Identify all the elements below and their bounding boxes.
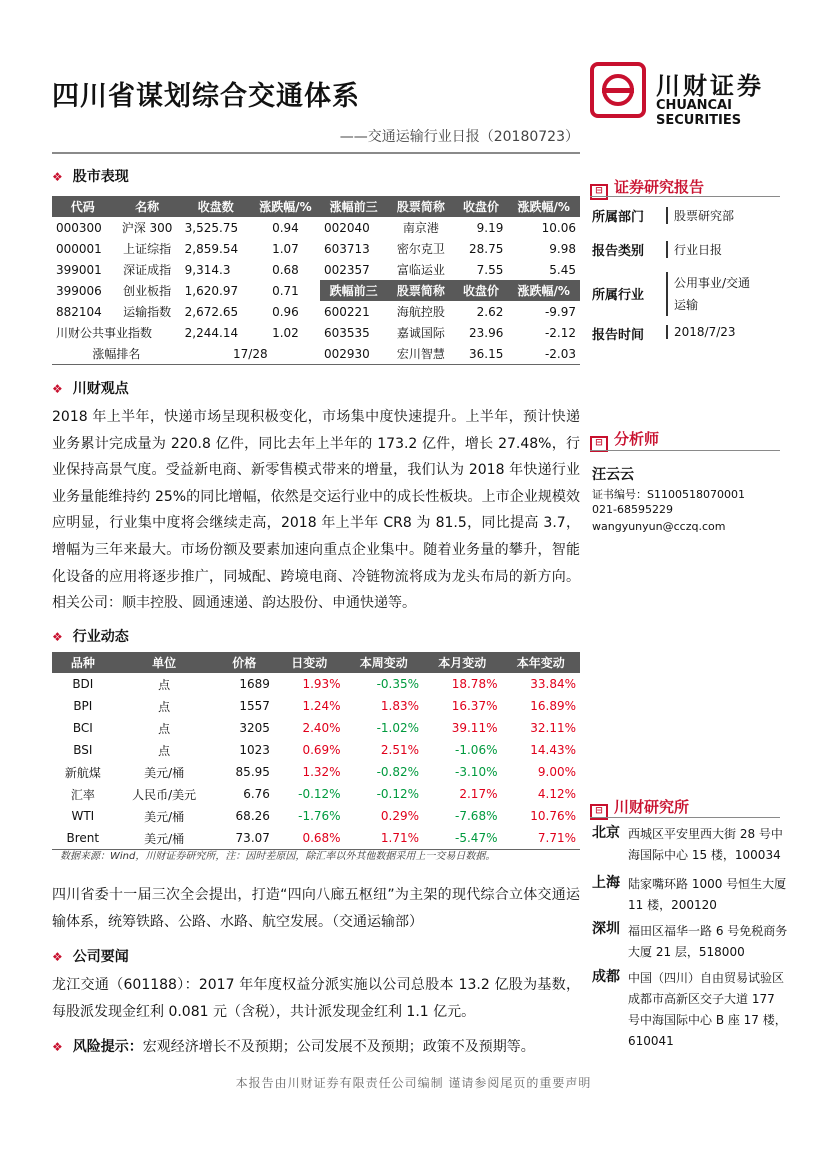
table-cell: -3.10%	[455, 765, 498, 779]
table-cell: 9,314.3	[184, 262, 231, 277]
table-row	[320, 217, 580, 238]
table-header-cell: 涨跌幅/%	[259, 200, 312, 214]
table-cell: 16.89%	[530, 699, 576, 713]
table-cell: 882104	[56, 304, 102, 319]
table-cell: 1.71%	[380, 831, 420, 845]
section-market: ❖ 股市表现	[52, 169, 129, 185]
table-cell: 点	[158, 677, 171, 692]
table-header-cell: 本周变动	[359, 656, 408, 670]
table-cell: 上证综指	[123, 242, 172, 256]
diamond-icon: ❖	[52, 382, 63, 396]
table-cell: 3205	[239, 721, 270, 735]
sidebar-divider	[590, 196, 780, 197]
table-cell: 1.02	[272, 325, 299, 340]
meta-key: 报告时间	[592, 328, 645, 343]
meta-key: 所属部门	[592, 210, 645, 225]
table-cell: 9.98	[549, 241, 576, 256]
table-row	[52, 717, 580, 739]
table-cell: -2.03	[544, 346, 576, 361]
table-cell: -1.02%	[376, 721, 420, 735]
meta-value: 2018/7/23	[666, 325, 736, 339]
table-cell: 点	[158, 721, 171, 736]
rank-value: 17/28	[233, 346, 268, 361]
analyst-heading: ⊟ 分析师	[590, 428, 659, 452]
table-cell: 1.07	[272, 241, 299, 256]
table-row	[52, 783, 580, 805]
table-cell: 399006	[56, 283, 102, 298]
table-cell: 1.83%	[380, 699, 420, 713]
table-cell: 富临运业	[396, 263, 445, 277]
table-header-cell: 收盘价	[462, 284, 499, 298]
rank-label: 涨幅排名	[92, 347, 141, 361]
view-paragraph: 2018 年上半年，快递市场呈现积极变化，市场集中度快速提升。上半年，预计快递业务累计完成量为 220.8 亿件，同比去年上半年的 173.2 亿件，增长 27.48%，行业保持高景气度。受益新电商、新零售模式带来的增量，我们认为 2018 年快递行业业务量能维持约 25%的同比增幅，依然是交运行业中的成长性板块。上市企业规模效应明显，行业集中度将会继续走高，2018 年上半年 CR8 为 81.5，同比提高 3.7，增幅为三年来最大。市场份额及要素加速向重点企业集中。随着业务量的攀升，智能化设备的应用将逐步推广，同城配、跨境电商、冷链物流将成为龙头布局的新方向。相关公司：顺丰控股、圆通速递、韵达股份、申通快递等。	[52, 409, 580, 612]
table-cell: 36.15	[469, 346, 504, 361]
office-city: 北京	[592, 825, 620, 841]
table-cell: 7.55	[476, 262, 504, 277]
table-row	[52, 301, 320, 322]
analyst-cert: 证书编号：S1100518070001	[592, 488, 745, 501]
company-news: 龙江交通（601188）：2017 年年度权益分派实施以公司总股本 13.2 亿股为基数，每股派发现金红利 0.081 元（含税），共计派发现金红利 1.1 亿元。	[52, 977, 580, 1020]
table-cell: 85.95	[235, 765, 270, 779]
table-cell: 宏川智慧	[396, 347, 445, 361]
table-cell: -9.97	[544, 304, 576, 319]
table-header-cell: 日变动	[291, 656, 328, 670]
table-cell: 点	[158, 699, 171, 714]
table-row	[52, 238, 320, 259]
table-row	[320, 343, 580, 365]
table-cell: 川财公共事业指数	[56, 326, 153, 340]
gainers-losers-table	[320, 196, 580, 365]
meta-value: 行业日报	[666, 241, 722, 258]
table-cell: 2.40%	[302, 721, 341, 735]
table-cell: 0.68	[272, 262, 299, 277]
table-cell: 002357	[324, 262, 370, 277]
table-cell: 5.45	[549, 262, 576, 277]
table-cell: 6.76	[243, 787, 270, 801]
table-cell: 603535	[324, 325, 370, 340]
table-row	[52, 761, 580, 783]
table-cell: 0.71	[272, 283, 299, 298]
table-header-row	[52, 652, 580, 673]
table-cell: 1.32%	[302, 765, 341, 779]
table-cell: 点	[158, 743, 171, 758]
table-cell: 3,525.75	[184, 220, 239, 235]
table-cell: 39.11%	[451, 721, 498, 735]
table-cell: -7.68%	[455, 809, 498, 823]
table-header-cell: 价格	[232, 656, 257, 670]
section-view: ❖ 川财观点	[52, 381, 129, 397]
sidebar-divider	[590, 450, 780, 451]
table-header-cell: 收盘数	[197, 200, 234, 214]
table-cell: 18.78%	[451, 677, 498, 691]
table-header-cell: 品种	[70, 656, 95, 670]
diamond-icon: ❖	[52, 170, 63, 184]
table-cell: -1.06%	[455, 743, 498, 757]
table-cell: 2.62	[476, 304, 504, 319]
table-cell: 汇率	[70, 787, 95, 802]
table-cell: 000001	[56, 241, 102, 256]
table-cell: -5.47%	[455, 831, 498, 845]
table-cell: 002930	[324, 346, 370, 361]
table-row	[320, 301, 580, 322]
table-row	[52, 280, 320, 301]
table-row	[52, 322, 320, 343]
table-header-cell: 涨跌幅/%	[517, 200, 570, 214]
table-cell: 4.12%	[537, 787, 576, 801]
table-cell: 南京港	[402, 221, 439, 235]
table-cell: 0.69%	[302, 743, 341, 757]
table-cell: 28.75	[469, 241, 504, 256]
table-header-cell: 代码	[70, 200, 95, 214]
table-cell: 399001	[56, 262, 102, 277]
table-cell: 1557	[239, 699, 270, 713]
report-heading: ⊟ 证券研究报告	[590, 176, 704, 200]
table-row	[320, 259, 580, 280]
diamond-icon: ❖	[52, 630, 63, 644]
table-header-row	[320, 196, 580, 217]
analyst-phone: 021-68595229	[592, 503, 673, 516]
analyst-name: 汪云云	[592, 467, 634, 483]
table-cell: -2.12	[544, 325, 576, 340]
table-cell: 密尔克卫	[396, 242, 445, 256]
table-cell: 10.76%	[530, 809, 576, 823]
table-cell: BPI	[73, 699, 93, 713]
table-cell: 73.07	[235, 831, 270, 845]
table-cell: 002040	[324, 220, 370, 235]
table-cell: 创业板指	[123, 284, 172, 298]
table-cell: BDI	[72, 677, 94, 691]
table-cell: 32.11%	[530, 721, 576, 735]
table-header-row	[320, 280, 580, 301]
office-address: 陆家嘴环路 1000 号恒生大厦 11 楼，200120	[628, 877, 787, 912]
table-cell: 1689	[239, 677, 270, 691]
sidebar-divider	[590, 817, 780, 818]
table-cell: BSI	[73, 743, 93, 757]
industry-news: 四川省委十一届三次全会提出，打造“四向八廊五枢纽”为主架的现代综合立体交通运输体系，统筹铁路、公路、水路、航空发展。（交通运输部）	[52, 887, 580, 930]
table-cell: WTI	[71, 809, 95, 823]
table-row	[52, 695, 580, 717]
table-cell: 0.94	[272, 220, 299, 235]
table-cell: 7.71%	[537, 831, 576, 845]
office-city: 上海	[592, 875, 620, 891]
table-cell: 美元/桶	[144, 809, 185, 824]
table-header-cell: 跌幅前三	[329, 284, 378, 298]
office-city: 成都	[592, 969, 620, 985]
index-table	[52, 196, 320, 365]
table-cell: BCI	[72, 721, 93, 735]
logo-mark-icon	[590, 62, 646, 118]
office-city: 深圳	[592, 921, 620, 937]
analyst-icon: ⊟	[590, 436, 608, 452]
page-title: 四川省谋划综合交通体系	[52, 81, 360, 112]
meta-key: 报告类别	[592, 244, 645, 259]
table-cell: 2,672.65	[184, 304, 239, 319]
table-header-cell: 涨跌幅/%	[517, 284, 570, 298]
table-row	[52, 805, 580, 827]
rank-row	[52, 343, 320, 365]
table-cell: 2.17%	[459, 787, 498, 801]
table-cell: 600221	[324, 304, 370, 319]
table-cell: 2.51%	[380, 743, 420, 757]
office-address: 西城区平安里西大街 28 号中海国际中心 15 楼，100034	[628, 827, 783, 862]
table-cell: 14.43%	[530, 743, 576, 757]
risk-warning: ❖ 风险提示：宏观经济增长不及预期；公司发展不及预期；政策不及预期等。	[52, 1039, 535, 1055]
table-header-cell: 单位	[152, 656, 177, 670]
table-cell: 2,859.54	[184, 241, 239, 256]
institute-icon: ⊟	[590, 804, 608, 820]
office-address: 福田区福华一路 6 号免税商务大厦 21 层，518000	[628, 924, 788, 959]
table-row	[52, 673, 580, 695]
table-cell: 68.26	[235, 809, 270, 823]
table-cell: 美元/桶	[144, 765, 185, 780]
table-cell: 23.96	[469, 325, 504, 340]
table-row	[52, 259, 320, 280]
section-industry: ❖ 行业动态	[52, 629, 129, 645]
table-cell: 0.96	[272, 304, 299, 319]
table-cell: 运输指数	[123, 305, 172, 319]
table-cell: -0.35%	[376, 677, 420, 691]
table-header-cell: 名称	[135, 200, 160, 214]
data-source-note: 数据来源：Wind，川财证券研究所，注：因时差原因，除汇率以外其他数据采用上一交易日数据。	[60, 851, 496, 862]
table-cell: 9.00%	[537, 765, 576, 779]
institute-heading: ⊟ 川财研究所	[590, 796, 689, 820]
page-subtitle: ——交通运输行业日报（20180723）	[339, 129, 579, 145]
header-divider	[52, 152, 580, 154]
table-header-cell: 收盘价	[462, 200, 499, 214]
table-row	[320, 238, 580, 259]
table-header-cell: 股票简称	[396, 284, 445, 298]
table-row	[52, 217, 320, 238]
table-cell: -0.12%	[298, 787, 341, 801]
industry-table	[52, 652, 580, 850]
table-cell: 9.19	[476, 220, 504, 235]
table-cell: 美元/桶	[144, 831, 185, 846]
table-header-cell: 本月变动	[438, 656, 487, 670]
table-cell: 603713	[324, 241, 370, 256]
meta-value: 公用事业/交通运输	[666, 272, 754, 316]
table-cell: 000300	[56, 220, 102, 235]
table-cell: 海航控股	[396, 305, 445, 319]
table-cell: 沪深 300	[121, 221, 173, 235]
table-cell: 1,620.97	[184, 283, 239, 298]
table-cell: 深证成指	[123, 263, 172, 277]
section-company: ❖ 公司要闻	[52, 949, 129, 965]
meta-key: 所属行业	[592, 288, 645, 303]
table-header-row	[52, 196, 320, 217]
analyst-email[interactable]: wangyunyun@cczq.com	[592, 520, 726, 533]
table-header-cell: 涨幅前三	[329, 200, 378, 214]
table-cell: -0.82%	[376, 765, 420, 779]
table-header-cell: 股票简称	[396, 200, 445, 214]
logo-cn: 川财证券	[656, 72, 764, 100]
report-icon: ⊟	[590, 184, 608, 200]
table-cell: 10.06	[541, 220, 576, 235]
logo-en: CHUANCAI SECURITIES	[656, 98, 742, 128]
diamond-icon: ❖	[52, 1040, 63, 1054]
table-cell: 人民币/美元	[132, 787, 197, 802]
table-cell: 1023	[239, 743, 270, 757]
table-cell: Brent	[66, 831, 100, 845]
table-cell: 33.84%	[530, 677, 576, 691]
table-cell: -1.76%	[298, 809, 341, 823]
office-address: 中国（四川）自由贸易试验区成都市高新区交子大道 177 号中海国际中心 B 座 17 楼，610041	[628, 971, 787, 1048]
table-row	[52, 739, 580, 761]
table-cell: 0.68%	[302, 831, 341, 845]
table-cell: 16.37%	[451, 699, 498, 713]
table-cell: 2,244.14	[184, 325, 239, 340]
table-cell: 1.24%	[302, 699, 341, 713]
company-logo	[590, 62, 790, 128]
table-cell: 新航煤	[64, 765, 101, 780]
table-cell: 嘉诚国际	[396, 326, 445, 340]
table-header-cell: 本年变动	[516, 656, 565, 670]
table-cell: 0.29%	[380, 809, 420, 823]
diamond-icon: ❖	[52, 950, 63, 964]
table-row	[320, 322, 580, 343]
table-cell: 1.93%	[302, 677, 341, 691]
meta-value: 股票研究部	[666, 207, 734, 224]
page-footer: 本报告由川财证券有限责任公司编制 谨请参阅尾页的重要声明	[235, 1076, 592, 1090]
table-cell: -0.12%	[376, 787, 420, 801]
